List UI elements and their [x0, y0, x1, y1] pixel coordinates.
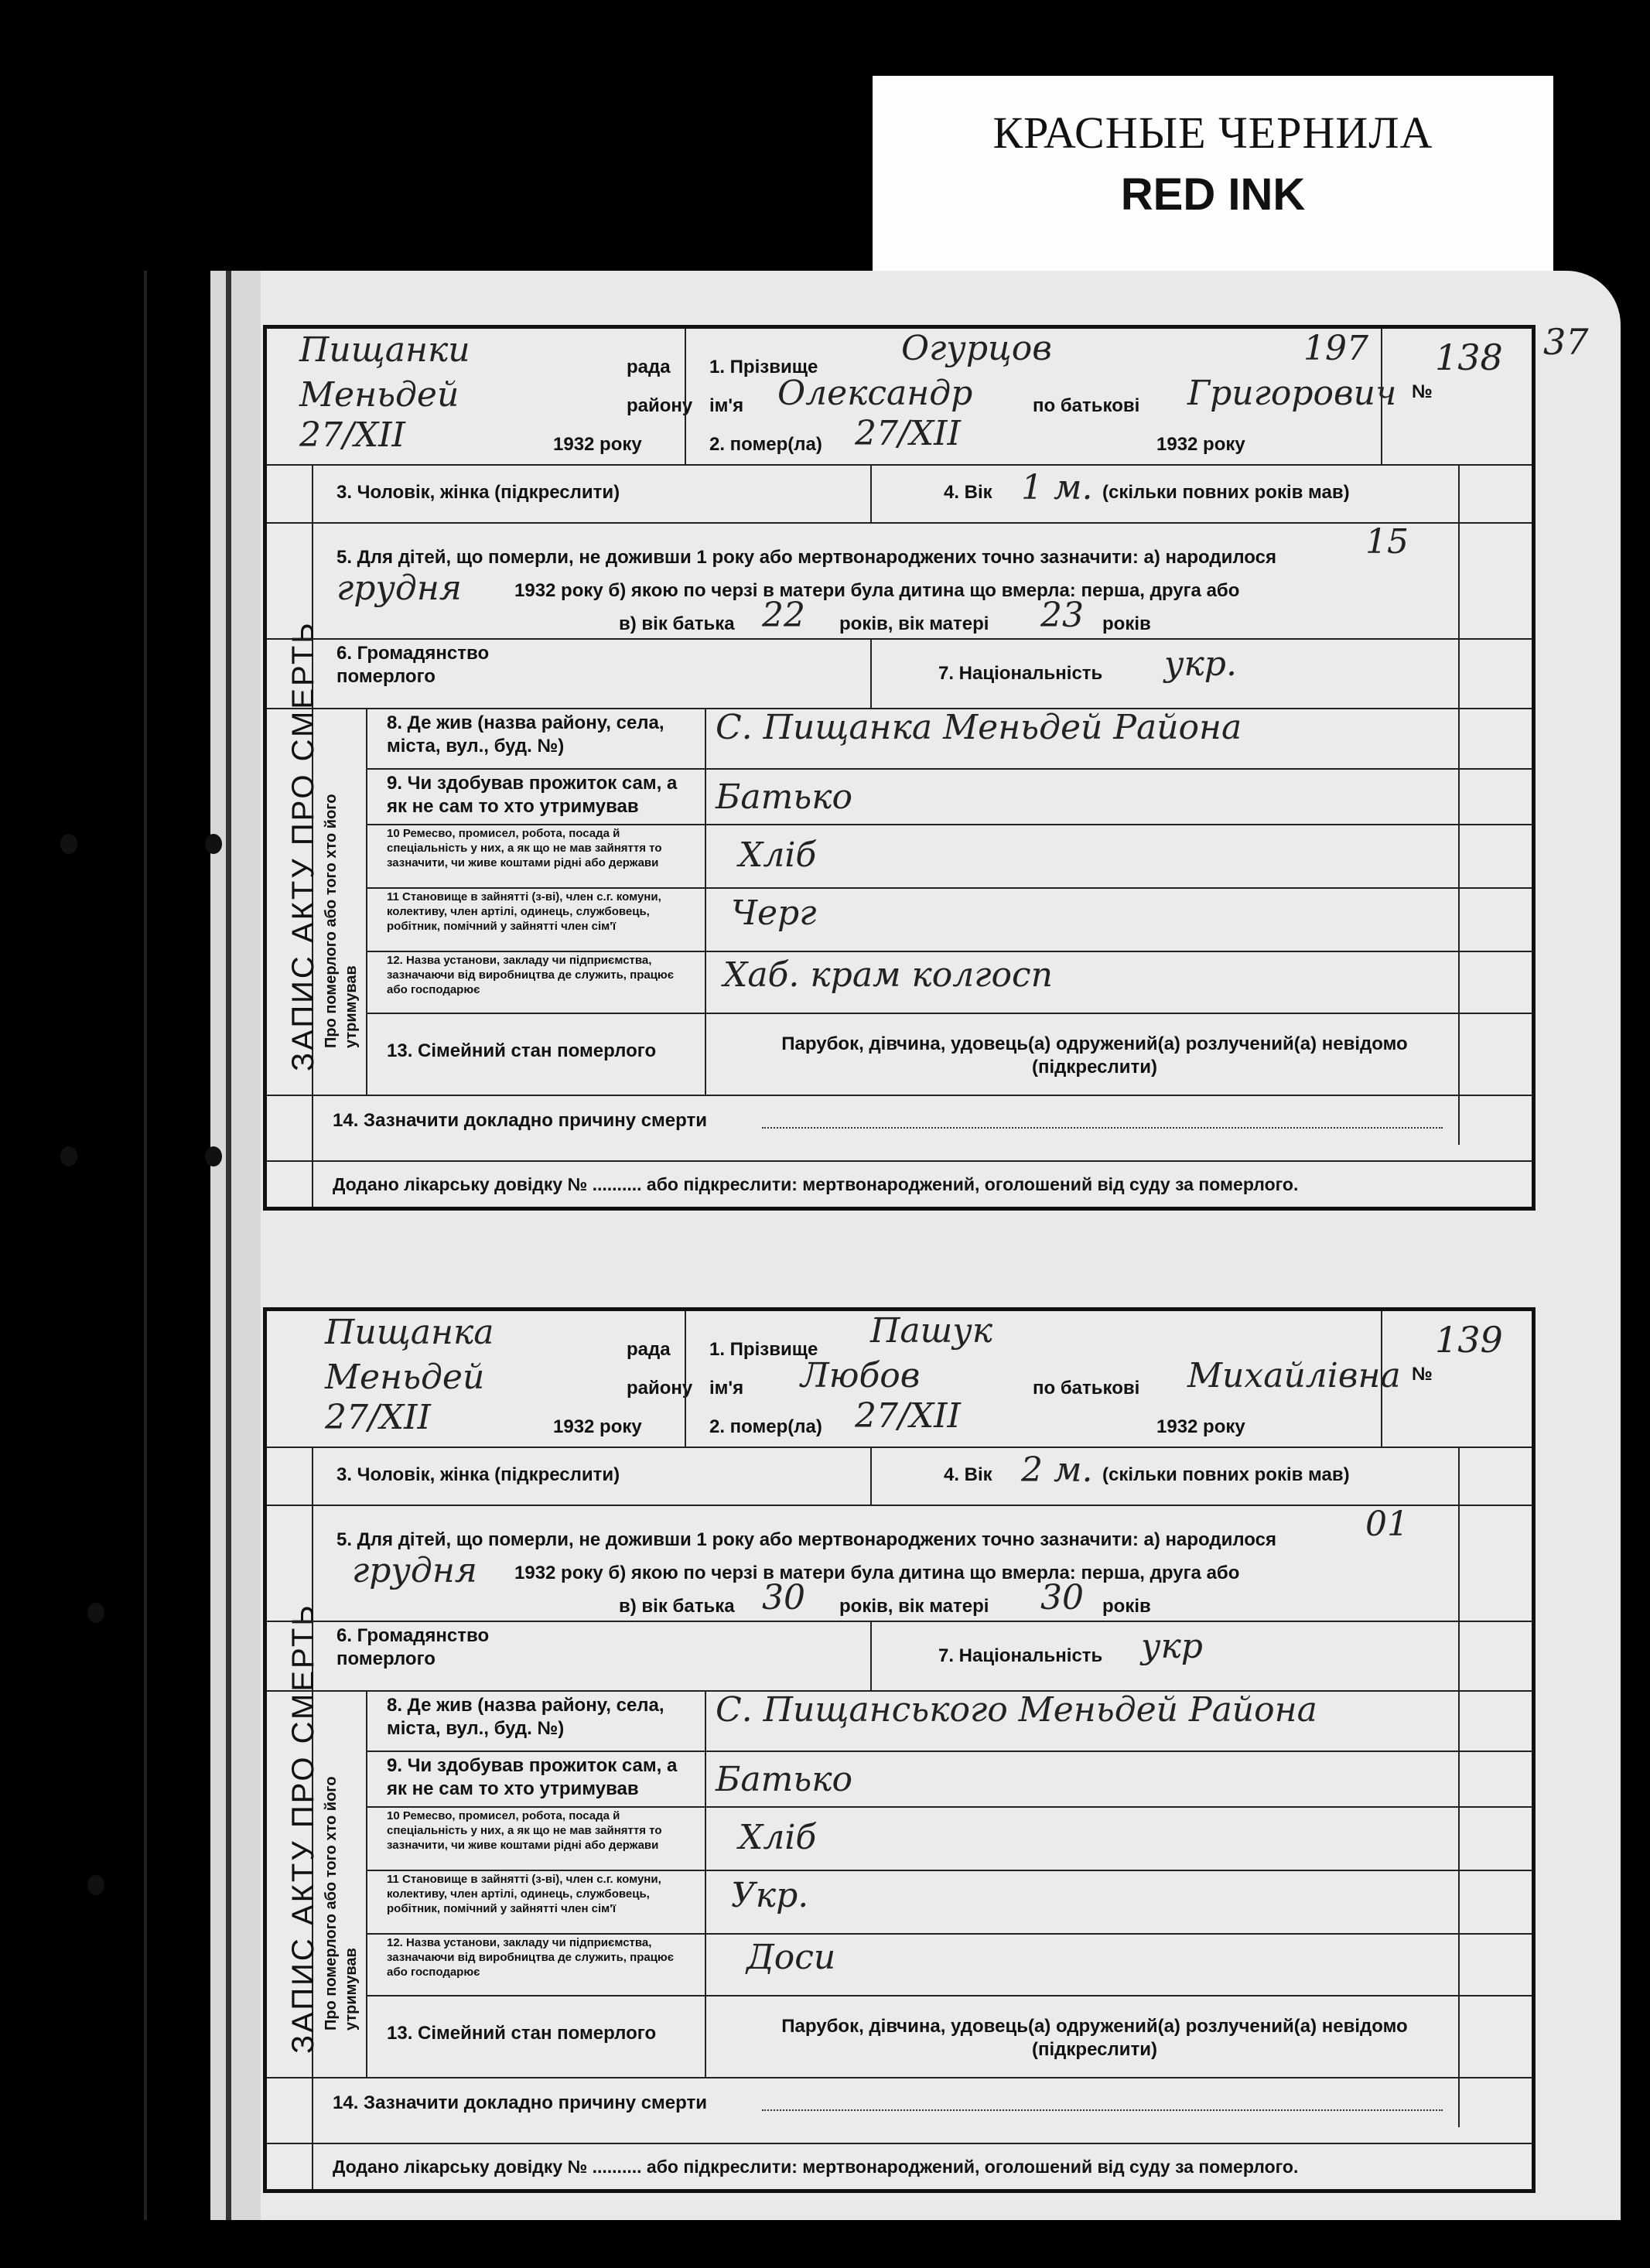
q13-options: Парубок, дівчина, удовець(а) одружений(а) розлучений(а) невідомо (підкреслити): [781, 1033, 1408, 1078]
rada-label: рада: [627, 1339, 671, 1360]
q5-label: 5. Для дітей, що померли, не доживши 1 року або мертвонароджених точно зазначити: а) народилося: [336, 1529, 1276, 1550]
hw-born-month: грудня: [336, 569, 462, 608]
q1-patronymic-label: по батькові: [1033, 395, 1140, 416]
binding-hole: [205, 834, 222, 854]
hw-patronymic: Григорович: [1187, 374, 1397, 413]
hw-patronymic: Михайлівна: [1187, 1356, 1401, 1395]
q7-label: 7. Національність: [938, 663, 1103, 684]
side-subtitle: Про померлого або того хто його утримував: [323, 794, 360, 1048]
binding-hole: [205, 1146, 222, 1166]
q13-label: 13. Сімейний стан померлого: [387, 1040, 657, 1061]
hw-father-age: 22: [762, 596, 805, 635]
hw-residence: С. Пищанського Меньдей Района: [716, 1690, 1317, 1730]
side-title: ЗАПИС АКТУ ПРО СМЕРТЬ: [286, 620, 320, 1071]
number-label: №: [1412, 381, 1433, 402]
year-label: 1932 року: [553, 1416, 642, 1437]
label-english: RED INK: [1120, 169, 1306, 220]
hw-mother-age: 30: [1040, 1578, 1084, 1617]
hw-born-day: 15: [1365, 522, 1409, 562]
q13-label: 13. Сімейний стан померлого: [387, 2023, 657, 2044]
hw-surname: Пашук: [870, 1311, 993, 1351]
q3-label: 3. Чоловік, жінка (підкреслити): [336, 1464, 620, 1485]
q6-label: 6. Громадянство померлого: [336, 643, 490, 687]
hw-rada: Пищанки: [299, 330, 470, 370]
q12-label: 12. Назва установи, закладу чи підприємства, зазначаючи від виробництва де служить, працює або господарює: [387, 954, 675, 996]
hw-surname: Огурцов: [901, 329, 1052, 368]
hw-provider: Батько: [716, 1760, 853, 1799]
side-subtitle: Про померлого або того хто його утримував: [323, 1776, 360, 2031]
q1-surname-label: 1. Прізвище: [709, 357, 818, 377]
rayon-label: району: [627, 395, 693, 416]
binding-hole: [60, 1146, 77, 1166]
hw-workplace: Хаб. крам колгосп: [723, 955, 1054, 995]
q14-label: 14. Зазначити докладно причину смерти: [333, 2092, 708, 2113]
hw-nationality: укр: [1141, 1627, 1203, 1666]
hw-workplace: Доси: [746, 1938, 836, 1977]
hw-rayon: Меньдей: [325, 1358, 485, 1397]
q5-c-label: в) вік батька: [619, 613, 735, 634]
hw-age: 1 м.: [1021, 468, 1093, 507]
hw-age: 2 м.: [1021, 1450, 1093, 1490]
q10-label: 10 Ремесво, промисел, робота, посада й спеціальність у них, а як що не мав зайняття то зазначити, чи живе коштами рідні або держави: [387, 827, 662, 869]
number-label: №: [1412, 1364, 1433, 1385]
hw-record-number: 139: [1435, 1319, 1503, 1361]
year-roku-label: 1932 року: [1156, 1416, 1245, 1437]
q11-label: 11 Становище в зайнятті (з-ві), член с.г. комуни, колективу, член артілі, одинець, службовець, робітник, помічний у зайнятті член сім'ї: [387, 890, 661, 933]
torn-edge: [226, 271, 231, 2220]
hw-occupation: Хліб: [739, 835, 817, 875]
hw-registration-date: 27/XII: [325, 1398, 431, 1437]
death-record-form-2: [263, 1307, 1536, 2193]
hw-born-day: 01: [1365, 1505, 1409, 1544]
rada-label: рада: [627, 357, 671, 377]
q2-died-label: 2. помер(ла): [709, 434, 822, 455]
q8-label: 8. Де жив (назва району, села, міста, вул., буд. №): [387, 712, 664, 757]
year-roku-label: 1932 року: [1156, 434, 1245, 455]
q10-label: 10 Ремесво, промисел, робота, посада й спеціальність у них, а як що не мав зайняття то зазначити, чи живе коштами рідні або держави: [387, 1809, 662, 1852]
hw-mother-age: 23: [1040, 596, 1084, 635]
red-ink-label-card: [873, 76, 1553, 278]
q3-label: 3. Чоловік, жінка (підкреслити): [336, 482, 620, 503]
q8-label: 8. Де жив (назва району, села, міста, вул., буд. №): [387, 1695, 664, 1739]
hw-rada: Пищанка: [325, 1313, 494, 1352]
hw-status: Укр.: [731, 1876, 809, 1915]
q2-died-label: 2. помер(ла): [709, 1416, 822, 1437]
hw-record-number: 138: [1435, 336, 1503, 378]
q4-label: 4. Вік: [944, 482, 992, 503]
sheet-number: 37: [1543, 321, 1589, 363]
binding-hole: [60, 834, 77, 854]
q4-label: 4. Вік: [944, 1464, 992, 1485]
q4-suffix: (скільки повних років мав): [1102, 482, 1350, 503]
hw-provider: Батько: [716, 777, 853, 817]
hw-occupation: Хліб: [739, 1818, 817, 1857]
rayon-label: району: [627, 1378, 693, 1399]
fold-line: [144, 271, 147, 2220]
hw-died-date: 27/XII: [855, 414, 961, 453]
death-record-form-1: [263, 325, 1536, 1211]
hw-registration-date: 27/XII: [299, 415, 405, 455]
q5-c3-label: років: [1102, 1596, 1151, 1617]
q5-c-label: в) вік батька: [619, 1596, 735, 1617]
hw-status: Черг: [731, 893, 817, 933]
q5-c2-label: років, вік матері: [839, 613, 989, 634]
side-title: ЗАПИС АКТУ ПРО СМЕРТЬ: [286, 1603, 320, 2054]
hw-first-name: Любов: [801, 1356, 921, 1395]
q1-patronymic-label: по батькові: [1033, 1378, 1140, 1399]
paper-edge-strip: [210, 271, 261, 2220]
binding-hole: [87, 1875, 104, 1895]
hw-year-mark: 197: [1303, 329, 1368, 368]
q9-label: 9. Чи здобував прожиток сам, а як не сам то хто утримував: [387, 773, 678, 817]
q12-label: 12. Назва установи, закладу чи підприємства, зазначаючи від виробництва де служить, працює або господарює: [387, 1936, 675, 1979]
hw-father-age: 30: [762, 1578, 805, 1617]
q13-options: Парубок, дівчина, удовець(а) одружений(а) розлучений(а) невідомо (підкреслити): [781, 2016, 1408, 2060]
hw-nationality: укр.: [1164, 644, 1237, 684]
q14-label: 14. Зазначити докладно причину смерти: [333, 1110, 708, 1131]
q1-name-label: ім'я: [709, 395, 744, 416]
q6-label: 6. Громадянство померлого: [336, 1625, 490, 1669]
hw-residence: С. Пищанка Меньдей Района: [716, 708, 1242, 747]
year-label: 1932 року: [553, 434, 642, 455]
q5-b-label: 1932 року б) якою по черзі в матери була дитина що вмерла: перша, друга або: [514, 1563, 1240, 1583]
q11-label: 11 Становище в зайнятті (з-ві), член с.г. комуни, колективу, член артілі, одинець, службовець, робітник, помічний у зайнятті член сім'ї: [387, 1873, 661, 1915]
footer-note: Додано лікарську довідку № .......... або підкреслити: мертвонароджений, оголошений від суду за померлого.: [333, 1174, 1299, 1194]
hw-first-name: Олександр: [777, 374, 973, 413]
hw-died-date: 27/XII: [855, 1396, 961, 1436]
q1-name-label: ім'я: [709, 1378, 744, 1399]
hw-rayon: Меньдей: [299, 375, 459, 415]
q5-c3-label: років: [1102, 613, 1151, 634]
q5-b-label: 1932 року б) якою по черзі в матери була дитина що вмерла: перша, друга або: [514, 580, 1240, 601]
q1-surname-label: 1. Прізвище: [709, 1339, 818, 1360]
hw-born-month: грудня: [352, 1551, 477, 1590]
q4-suffix: (скільки повних років мав): [1102, 1464, 1350, 1485]
binding-hole: [87, 1603, 104, 1623]
q5-label: 5. Для дітей, що померли, не доживши 1 року або мертвонароджених точно зазначити: а) народилося: [336, 547, 1276, 568]
q9-label: 9. Чи здобував прожиток сам, а як не сам то хто утримував: [387, 1755, 678, 1799]
q5-c2-label: років, вік матері: [839, 1596, 989, 1617]
q7-label: 7. Національність: [938, 1645, 1103, 1666]
footer-note: Додано лікарську довідку № .......... або підкреслити: мертвонароджений, оголошений від суду за померлого.: [333, 2157, 1299, 2177]
label-russian: КРАСНЫЕ ЧЕРНИЛА: [992, 108, 1433, 158]
